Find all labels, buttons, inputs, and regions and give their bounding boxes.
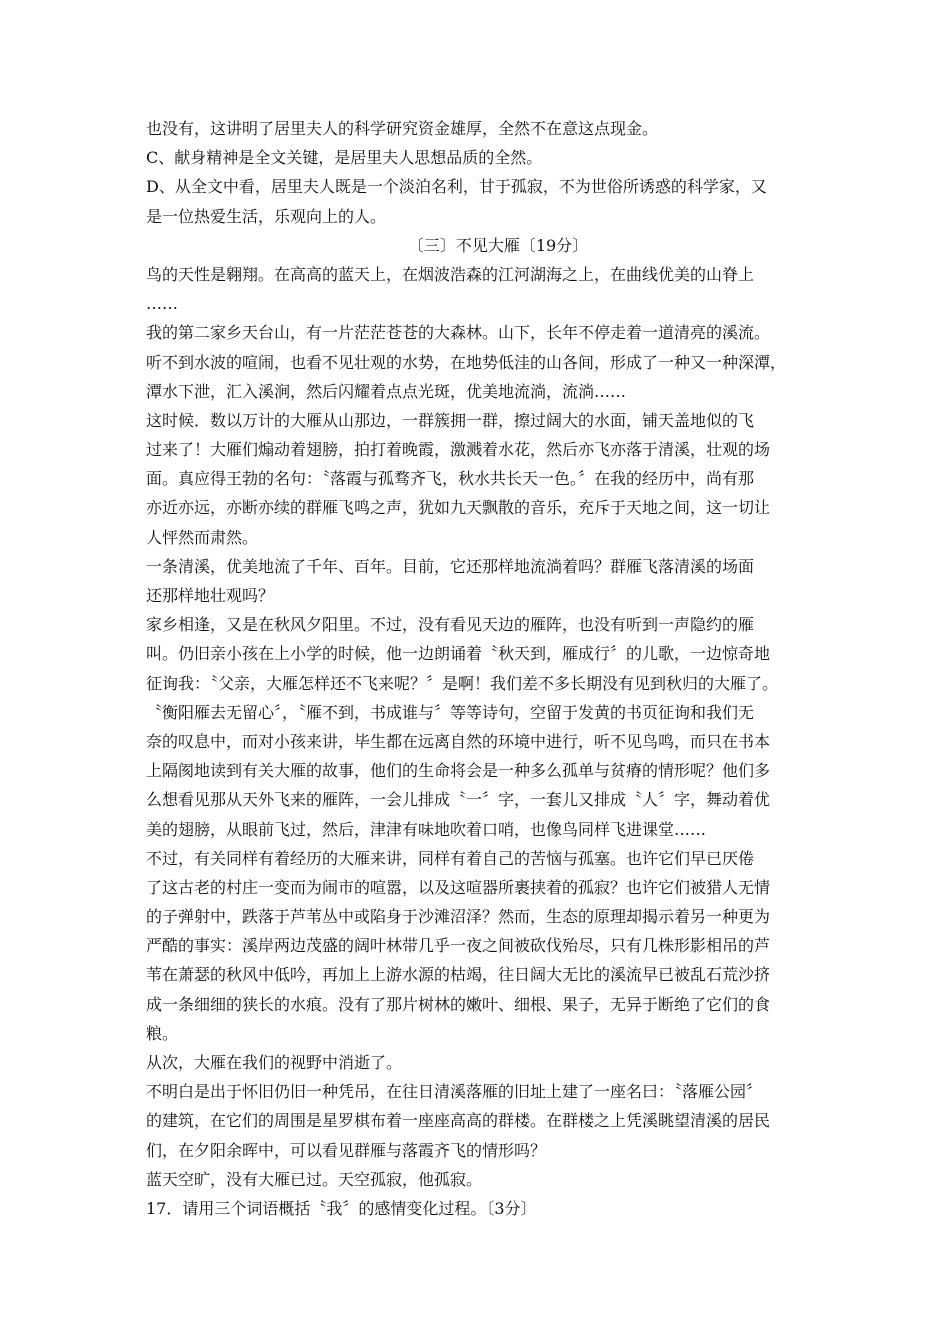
text-line: 亦近亦远，亦断亦续的群雁飞鸣之声，犹如九天飘散的音乐，充斥于天地之间，这一切让	[146, 498, 771, 518]
text-line: 17．请用三个词语概括〝我〞的感情变化过程。〔3分〕	[146, 1198, 537, 1218]
text-line: 过来了！大雁们煽动着翅膀，拍打着晚霞，激溅着水花，然后亦飞亦落于清溪，壮观的场	[146, 440, 771, 460]
text-line: 蓝天空旷，没有大雁已过。天空孤寂，他孤寂。	[146, 1169, 483, 1189]
text-line: 还那样地壮观吗？	[146, 586, 275, 605]
text-line: 从次，大雁在我们的视野中消逝了。	[146, 1053, 403, 1072]
text-line: 叫。仍旧亲小孩在上小学的时候，他一边朗诵着〝秋天到，雁成行〞的儿歌，一边惊奇地	[146, 644, 771, 664]
text-line: D、从全文中看，居里夫人既是一个淡泊名利，甘于孤寂，不为世俗所诱惑的科学家，又	[146, 177, 767, 197]
text-line: 苇在萧瑟的秋风中低吟，再加上上游水源的枯竭，往日阔大无比的溪流早已被乱石荒沙挤	[146, 965, 771, 985]
text-line: 也没有，这讲明了居里夫人的科学研究资金雄厚，全然不在意这点现金。	[146, 119, 659, 138]
text-line: 〝衡阳雁去无留心〞，〝雁不到，书成谁与〞等等诗句，空留于发黄的书页征询和我们无	[146, 702, 755, 722]
text-line: 成一条细细的狭长的水痕。没有了那片树林的嫩叶、细根、果子，无异于断绝了它们的食	[146, 994, 771, 1014]
text-line: 的子弹射中，跌落于芦苇丛中或陷身于沙滩沼泽？然而，生态的原理却揭示着另一种更为	[146, 907, 771, 927]
text-line: 的建筑，在它们的周围是星罗棋布着一座座高高的群楼。在群楼之上凭溪眺望清溪的居民	[146, 1111, 771, 1131]
text-line: 征询我：〝父亲，大雁怎样还不飞来呢？〞是啊！我们差不多长期没有见到秋归的大雁了。	[146, 673, 779, 693]
text-line: 了这古老的村庄一变而为闹市的喧嚣，以及这喧器所裹挟着的孤寂？也许它们被猎人无情	[146, 877, 771, 897]
text-line: 潭水下泄，汇入溪涧，然后闪耀着点点光斑，优美地流淌，流淌……	[146, 381, 627, 401]
text-line: 么想看见那从天外飞来的雁阵，一会儿排成〝一〞字，一套儿又排成〝人〞字，舞动着优	[146, 790, 771, 810]
text-line: 我的第二家乡天台山，有一片茫茫苍苍的大森林。山下，长年不停走着一道清亮的溪流。	[146, 323, 771, 343]
text-line: 严酷的事实：溪岸两边茂盛的阔叶林带几乎一夜之间被砍伐殆尽，只有几株形影相吊的芦	[146, 936, 771, 956]
text-line: 不明白是出于怀旧仍旧一种凭吊，在往日清溪落雁的旧址上建了一座名曰：〝落雁公园〞	[146, 1082, 763, 1102]
text-line: C、献身精神是全文关键，是居里夫人思想品质的全然。	[146, 148, 543, 168]
text-line: 美的翅膀，从眼前飞过，然后，津津有味地吹着口哨，也像鸟同样飞进课堂……	[146, 819, 707, 839]
section-heading: 〔三〕不见大雁〔19分〕	[407, 235, 589, 255]
text-line: 面。真应得王勃的名句：〝落霞与孤骛齐飞，秋水共长天一色。〞在我的经历中，尚有那	[146, 469, 755, 489]
text-line: 们，在夕阳余晖中，可以看见群雁与落霞齐飞的情形吗？	[146, 1140, 547, 1160]
text-line: 家乡相逢，又是在秋风夕阳里。不过，没有看见天边的雁阵，也没有听到一声隐约的雁	[146, 615, 755, 635]
text-line: 这时候．数以万计的大雁从山那边，一群簇拥一群，擦过阔大的水面，铺天盖地似的飞	[146, 410, 755, 430]
text-line: 鸟的天性是翱翔。在高高的蓝天上，在烟波浩森的江河湖海之上，在曲线优美的山脊上	[146, 264, 755, 284]
text-line: ……	[146, 294, 178, 314]
text-line: 奈的叹息中，而对小孩来讲，毕生都在远离自然的环境中进行，听不见鸟鸣，而只在书本	[146, 731, 771, 751]
document-body	[146, 114, 814, 1223]
text-line: 人怦然而肃然。	[146, 527, 259, 547]
text-line: 不过，有关同样有着经历的大雁来讲，同样有着自己的苦恼与孤塞。也许它们早已厌倦	[146, 848, 755, 868]
text-line: 上隔阂地读到有关大雁的故事，他们的生命将会是一种多么孤单与贫瘠的情形呢？他们多	[146, 761, 771, 781]
text-line: 粮。	[146, 1023, 179, 1043]
text-line: 一条清溪，优美地流了千年、百年。目前，它还那样地流淌着吗？群雁飞落清溪的场面	[146, 556, 755, 576]
text-line: 是一位热爱生活，乐观向上的人。	[146, 206, 387, 226]
text-line: 听不到水波的喧闹，也看不见壮观的水势，在地势低洼的山各间，形成了一种又一种深潭，	[146, 352, 787, 372]
